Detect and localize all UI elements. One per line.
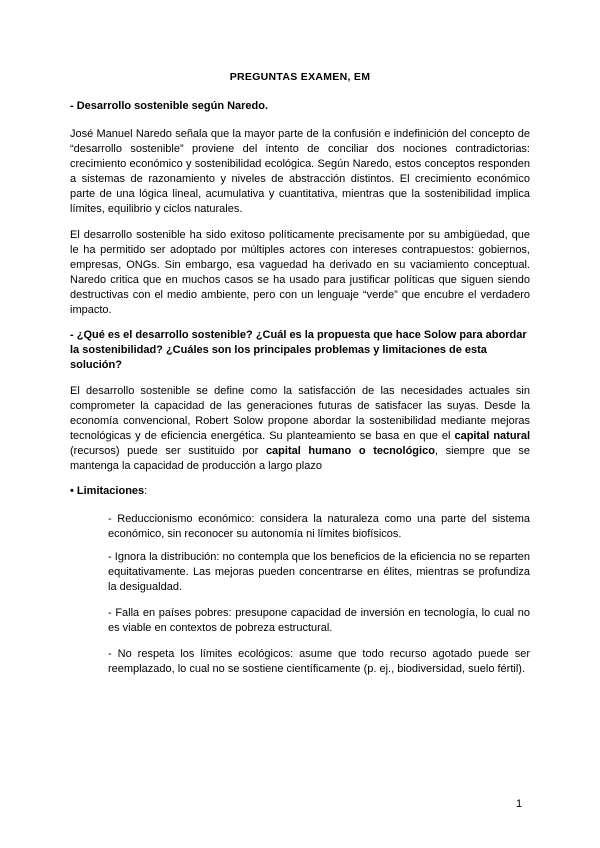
paragraph-naredo-2: El desarrollo sostenible ha sido exitoso políticamente precisamente por su ambigüedad, que le ha permitido ser adoptado por múltiples actores con intereses contrapuestos: gobiernos, empresas, ONGs. Sin embargo, esa vaguedad ha derivado en su vaciamiento conceptual. Naredo critica que en muchos casos se ha usado para justificar políticas que siguen siendo destructivas con el medio ambiente, pero con un lenguaje “verde” que encubre el verdadero impacto. — [70, 229, 530, 316]
limitations-heading-label: • Limitaciones — [70, 485, 145, 497]
paragraph-solow-text-end: , siempre que se mantenga la capacidad de producción a largo plazo — [70, 445, 530, 472]
limitation-item: - No respeta los límites ecológicos: asume que todo recurso agotado puede ser reemplazado, lo cual no se sostiene científicamente (p. ej., biodiversidad, suelo fértil). — [108, 648, 530, 675]
paragraph-solow — [70, 384, 530, 474]
document-title: PREGUNTAS EXAMEN, EM — [229, 71, 371, 83]
page-number: 1 — [516, 798, 523, 810]
section-heading-solow: - ¿Qué es el desarrollo sostenible? ¿Cuál es la propuesta que hace Solow para abordar la sostenibilidad? ¿Cuáles son los principales problemas y limitaciones de esta solución? — [70, 329, 527, 371]
capital-natural-term: capital natural — [454, 430, 530, 442]
paragraph-naredo-1: José Manuel Naredo señala que la mayor parte de la confusión e indefinición del concepto de “desarrollo sostenible” proviene del intento de conciliar dos nociones contradictorias: crecimiento económico y sostenibilidad ecológica. Según Naredo, estos conceptos responden a sistemas de razonamiento y niveles de abstracción distintos. El crecimiento económico parte de una lógica lineal, acumulativa y cuantitativa, mientras que la sostenibilidad implica límites, equilibrio y ciclos naturales. — [70, 128, 530, 215]
limitations-heading — [70, 484, 530, 499]
capital-humano-term: capital humano o tecnológico — [265, 445, 435, 457]
section-heading-naredo: - Desarrollo sostenible según Naredo. — [70, 100, 269, 112]
limitation-item: - Falla en países pobres: presupone capacidad de inversión en tecnología, lo cual no es viable en contextos de pobreza estructural. — [108, 607, 530, 634]
limitation-item: - Ignora la distribución: no contempla que los beneficios de la eficiencia no se reparten equitativamente. Las mejoras pueden concentrarse en élites, mientras se profundiza la desigualdad. — [108, 551, 530, 593]
limitation-item: - Reduccionismo económico: considera la naturaleza como una parte del sistema económico, sin reconocer su autonomía ni límites biofísicos. — [108, 513, 530, 540]
limitations-heading-colon: : — [144, 485, 148, 497]
paragraph-solow-text-start: El desarrollo sostenible se define como la satisfacción de las necesidades actuales sin comprometer la capacidad de las generaciones futuras de satisfacer las suyas. Desde la economía convencional, Robert Solow propone abordar la sostenibilidad mediante mejoras tecnológicas y de eficiencia energética. Su planteamiento se basa en que el — [70, 385, 530, 442]
paragraph-solow-text-mid: (recursos) puede ser sustituido por — [70, 445, 266, 457]
